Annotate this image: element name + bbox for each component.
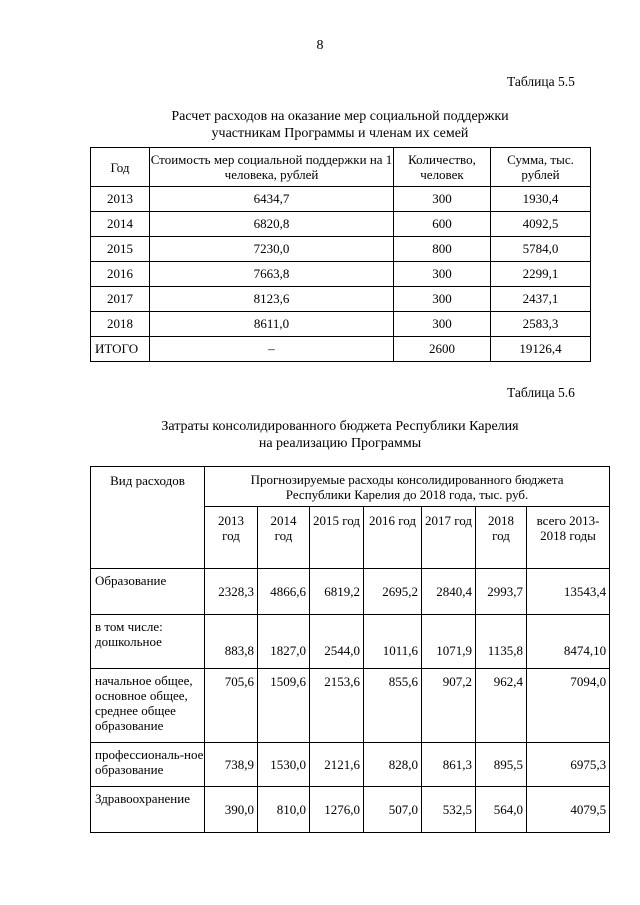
cell-sum: 1930,4 bbox=[491, 187, 591, 212]
header-forecast-group: Прогнозируемые расходы консолидированного бюджета Республики Карелия до 2018 года, тыс. руб. bbox=[205, 467, 610, 507]
cell-year: 2017 bbox=[91, 287, 150, 312]
cell-value: 855,6 bbox=[364, 669, 422, 743]
cell-value: 564,0 bbox=[476, 787, 527, 833]
table-5-6-caption: Таблица 5.6 bbox=[507, 385, 575, 400]
cell-value: 2840,4 bbox=[422, 569, 476, 615]
cell-expense-type: в том числе: дошкольное bbox=[91, 615, 205, 669]
cell-value: 6975,3 bbox=[527, 743, 610, 787]
cell-value: 7094,0 bbox=[527, 669, 610, 743]
cell-value: 2328,3 bbox=[205, 569, 258, 615]
cell-cost: 8123,6 bbox=[150, 287, 394, 312]
cell-value: 4079,5 bbox=[527, 787, 610, 833]
cell-value: 1135,8 bbox=[476, 615, 527, 669]
table-5-6-title bbox=[90, 418, 590, 452]
page-number: 8 bbox=[316, 38, 324, 53]
table-row bbox=[91, 337, 591, 362]
table-row bbox=[91, 212, 591, 237]
header-year-2: 2015 год bbox=[310, 507, 364, 569]
table-header-row bbox=[91, 148, 591, 187]
table-header-row bbox=[91, 467, 610, 507]
header-year-4: 2017 год bbox=[422, 507, 476, 569]
header-expense-type: Вид расходов bbox=[91, 467, 205, 569]
cell-value: 962,4 bbox=[476, 669, 527, 743]
cell-value: 8474,10 bbox=[527, 615, 610, 669]
cell-value: 532,5 bbox=[422, 787, 476, 833]
cell-value: 2695,2 bbox=[364, 569, 422, 615]
header-cost: Стоимость мер социальной поддержки на 1 человека, рублей bbox=[150, 148, 394, 187]
cell-count: 2600 bbox=[394, 337, 491, 362]
table-row bbox=[91, 287, 591, 312]
cell-expense-type: профессиональ-ное образование bbox=[91, 743, 205, 787]
cell-count: 300 bbox=[394, 312, 491, 337]
cell-value: 1011,6 bbox=[364, 615, 422, 669]
cell-year: 2016 bbox=[91, 262, 150, 287]
cell-value: 390,0 bbox=[205, 787, 258, 833]
cell-cost: 7663,8 bbox=[150, 262, 394, 287]
table-row bbox=[91, 615, 610, 669]
cell-year: ИТОГО bbox=[91, 337, 150, 362]
table-row bbox=[91, 237, 591, 262]
cell-count: 300 bbox=[394, 287, 491, 312]
cell-cost: 6434,7 bbox=[150, 187, 394, 212]
table-5-5-title bbox=[90, 108, 590, 142]
table-row bbox=[91, 743, 610, 787]
cell-expense-type: Здравоохранение bbox=[91, 787, 205, 833]
table-row bbox=[91, 787, 610, 833]
header-sum: Сумма, тыс. рублей bbox=[491, 148, 591, 187]
cell-sum: 19126,4 bbox=[491, 337, 591, 362]
cell-value: 828,0 bbox=[364, 743, 422, 787]
cell-value: 507,0 bbox=[364, 787, 422, 833]
table-row bbox=[91, 312, 591, 337]
cell-value: 1827,0 bbox=[258, 615, 310, 669]
table-row bbox=[91, 187, 591, 212]
cell-sum: 4092,5 bbox=[491, 212, 591, 237]
cell-year: 2013 bbox=[91, 187, 150, 212]
cell-value: 907,2 bbox=[422, 669, 476, 743]
cell-count: 600 bbox=[394, 212, 491, 237]
table-5-6-title-line2: на реализацию Программы bbox=[258, 436, 422, 451]
cell-value: 810,0 bbox=[258, 787, 310, 833]
cell-cost: 7230,0 bbox=[150, 237, 394, 262]
cell-value: 895,5 bbox=[476, 743, 527, 787]
cell-value: 2121,6 bbox=[310, 743, 364, 787]
cell-year: 2015 bbox=[91, 237, 150, 262]
cell-cost: 6820,8 bbox=[150, 212, 394, 237]
cell-year: 2014 bbox=[91, 212, 150, 237]
cell-sum: 2437,1 bbox=[491, 287, 591, 312]
table-5-5-title-line2: участникам Программы и членам их семей bbox=[211, 126, 469, 141]
cell-value: 2993,7 bbox=[476, 569, 527, 615]
header-year-0: 2013 год bbox=[205, 507, 258, 569]
cell-cost: 8611,0 bbox=[150, 312, 394, 337]
table-5-5-caption: Таблица 5.5 bbox=[507, 74, 575, 89]
cell-expense-type: начальное общее, основное общее, среднее общее образование bbox=[91, 669, 205, 743]
cell-value: 883,8 bbox=[205, 615, 258, 669]
header-year-1: 2014 год bbox=[258, 507, 310, 569]
header-count: Количество, человек bbox=[394, 148, 491, 187]
cell-value: 2544,0 bbox=[310, 615, 364, 669]
header-year: Год bbox=[91, 148, 150, 187]
cell-value: 4866,6 bbox=[258, 569, 310, 615]
cell-year: 2018 bbox=[91, 312, 150, 337]
header-year-5: 2018 год bbox=[476, 507, 527, 569]
table-5-5 bbox=[90, 147, 591, 362]
cell-expense-type: Образование bbox=[91, 569, 205, 615]
cell-value: 6819,2 bbox=[310, 569, 364, 615]
cell-value: 861,3 bbox=[422, 743, 476, 787]
cell-value: 738,9 bbox=[205, 743, 258, 787]
table-row bbox=[91, 569, 610, 615]
cell-cost: – bbox=[150, 337, 394, 362]
cell-count: 800 bbox=[394, 237, 491, 262]
cell-sum: 5784,0 bbox=[491, 237, 591, 262]
cell-sum: 2299,1 bbox=[491, 262, 591, 287]
cell-value: 2153,6 bbox=[310, 669, 364, 743]
table-5-6-title-line1: Затраты консолидированного бюджета Республики Карелия bbox=[161, 419, 519, 434]
cell-value: 705,6 bbox=[205, 669, 258, 743]
cell-count: 300 bbox=[394, 262, 491, 287]
header-year-3: 2016 год bbox=[364, 507, 422, 569]
cell-value: 13543,4 bbox=[527, 569, 610, 615]
cell-value: 1276,0 bbox=[310, 787, 364, 833]
cell-value: 1071,9 bbox=[422, 615, 476, 669]
cell-sum: 2583,3 bbox=[491, 312, 591, 337]
header-year-6: всего 2013-2018 годы bbox=[527, 507, 610, 569]
cell-value: 1530,0 bbox=[258, 743, 310, 787]
cell-value: 1509,6 bbox=[258, 669, 310, 743]
table-row bbox=[91, 669, 610, 743]
table-5-6 bbox=[90, 466, 610, 833]
cell-count: 300 bbox=[394, 187, 491, 212]
table-row bbox=[91, 262, 591, 287]
table-5-5-title-line1: Расчет расходов на оказание мер социальной поддержки bbox=[171, 109, 509, 124]
